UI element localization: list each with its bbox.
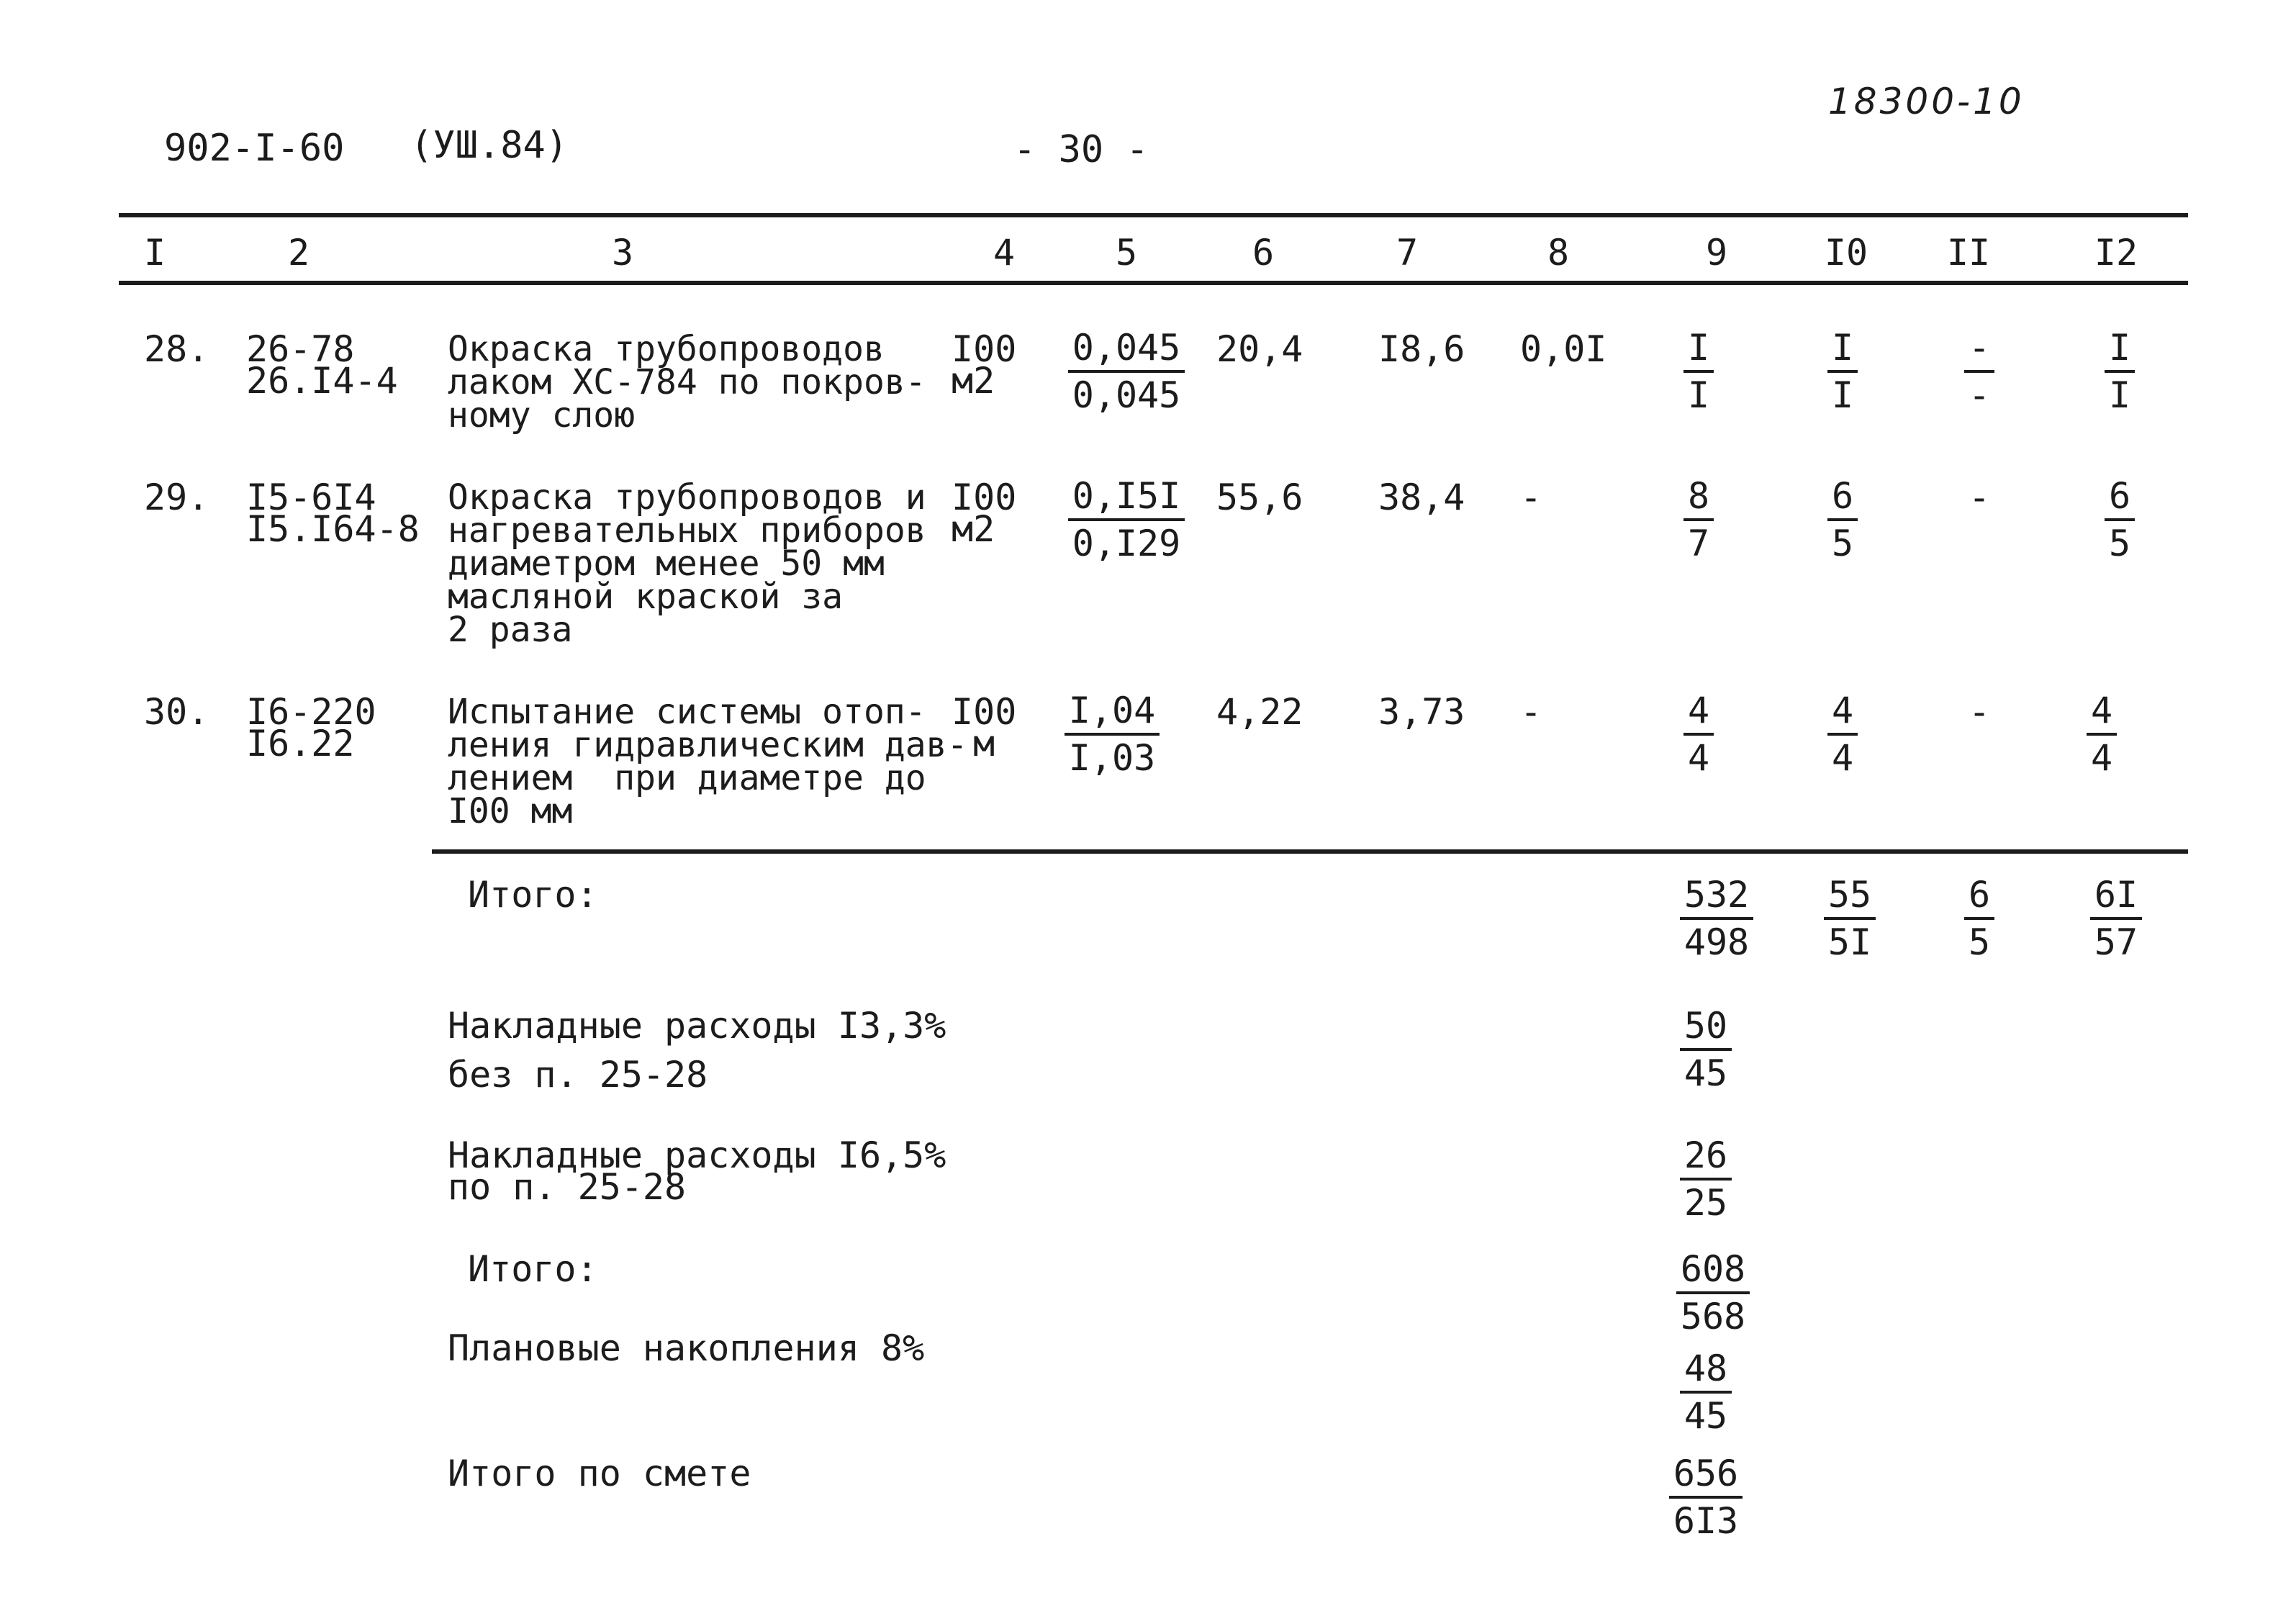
work-description: Окраска трубопроводов лаком ХС-784 по покров- ному слою xyxy=(448,329,926,435)
col-header-2: 2 xyxy=(287,232,310,274)
col-header-9: 9 xyxy=(1705,232,1728,274)
totals-divider xyxy=(432,849,2188,854)
col11-value: - xyxy=(1969,477,1991,518)
col-header-4: 4 xyxy=(993,232,1016,274)
itogo-col10: $\frac{55}{5I}$ xyxy=(1807,872,1893,965)
col6-value: 55,6 xyxy=(1216,477,1303,518)
overhead2-note: по п. 25-28 xyxy=(448,1166,687,1208)
page-number: - 30 - xyxy=(1013,128,1149,171)
overhead2-col9: $\frac{26}{25}$ xyxy=(1663,1133,1749,1225)
price-code: 26.I4-4 xyxy=(246,360,398,402)
work-description: Испытание системы отоп- ления гидравлическим дав- лением при диаметре до I00 мм xyxy=(448,692,968,831)
col9-value: $\frac{8}{7}$ xyxy=(1655,474,1742,566)
price-code: I5.I64-8 xyxy=(246,508,420,550)
unit-quantity: I00 xyxy=(952,477,1017,518)
col12-value: $\frac{I}{I}$ xyxy=(2076,325,2163,417)
planned-savings-label: Плановые накопления 8% xyxy=(448,1327,925,1369)
col-header-10: I0 xyxy=(1824,232,1868,274)
overhead1-note: без п. 25-28 xyxy=(448,1054,708,1096)
row-number: 28. xyxy=(144,328,209,370)
archive-stamp: 18300-10 xyxy=(1828,81,2025,122)
col-header-12: I2 xyxy=(2094,232,2138,274)
overhead2-label: Накладные расходы I6,5% xyxy=(448,1134,946,1176)
price-code: I6.22 xyxy=(246,723,355,764)
norm-code: I6-220 xyxy=(246,691,376,733)
col7-value: 38,4 xyxy=(1378,477,1465,518)
planned-savings-col9: $\frac{48}{45}$ xyxy=(1663,1346,1749,1438)
itogo-col9: $\frac{532}{498}$ xyxy=(1670,872,1763,965)
col6-value: 4,22 xyxy=(1216,691,1303,733)
unit-measure: м xyxy=(973,723,995,764)
col8-value: - xyxy=(1520,691,1542,733)
col9-value: $\frac{I}{I}$ xyxy=(1655,325,1742,417)
col10-value: $\frac{6}{5}$ xyxy=(1799,474,1886,566)
itogo2-label: Итого: xyxy=(468,1248,598,1290)
col11-value: - xyxy=(1969,691,1991,733)
col5-value: $\frac{0,I5I}{0,I29}$ xyxy=(1062,474,1191,566)
work-description: Окраска трубопроводов и нагревательных приборов диаметром менее 50 мм масляной краской за 2 раза xyxy=(448,477,926,650)
col7-value: I8,6 xyxy=(1378,328,1465,370)
unit-measure: м2 xyxy=(952,508,995,550)
document-code: 902-I-60 xyxy=(164,127,345,170)
col12-value: $\frac{6}{5}$ xyxy=(2076,474,2163,566)
row-number: 30. xyxy=(144,691,209,733)
unit-quantity: I00 xyxy=(952,328,1017,370)
itogo-label: Итого: xyxy=(468,874,598,916)
header-rule-bottom xyxy=(119,281,2188,285)
norm-code: 26-78 xyxy=(246,328,355,370)
col11-value: - - xyxy=(1936,325,2022,417)
grand-total-col9: $\frac{656}{6I3}$ xyxy=(1655,1451,1756,1543)
col-header-3: 3 xyxy=(611,232,634,274)
col8-value: 0,0I xyxy=(1520,328,1607,370)
col10-value: $\frac{I}{I}$ xyxy=(1799,325,1886,417)
itogo-col11: $\frac{6}{5}$ xyxy=(1936,872,2022,965)
col7-value: 3,73 xyxy=(1378,691,1465,733)
date-code: (УШ.84) xyxy=(410,124,569,167)
col9-value: $\frac{4}{4}$ xyxy=(1655,688,1742,780)
col10-value: $\frac{4}{4}$ xyxy=(1799,688,1886,780)
overhead1-label: Накладные расходы I3,3% xyxy=(448,1005,946,1047)
grand-total-label: Итого по смете xyxy=(448,1453,751,1494)
col-header-5: 5 xyxy=(1115,232,1138,274)
unit-measure: м2 xyxy=(952,360,995,402)
row-number: 29. xyxy=(144,477,209,518)
col-header-7: 7 xyxy=(1396,232,1419,274)
col-header-11: II xyxy=(1946,232,1991,274)
header-rule-top xyxy=(119,213,2188,217)
col8-value: - xyxy=(1520,477,1542,518)
itogo2-col9: $\frac{608}{568}$ xyxy=(1663,1247,1763,1339)
col5-value: $\frac{0,045}{0,045}$ xyxy=(1062,325,1191,417)
unit-quantity: I00 xyxy=(952,691,1017,733)
col5-value: $\frac{I,04}{I,03}$ xyxy=(1047,688,1177,780)
norm-code: I5-6I4 xyxy=(246,477,376,518)
overhead1-col9: $\frac{50}{45}$ xyxy=(1663,1003,1749,1096)
col12-value: $\frac{4}{4}$ xyxy=(2058,688,2145,780)
col-header-8: 8 xyxy=(1547,232,1570,274)
col-header-1: I xyxy=(143,232,166,274)
col-header-6: 6 xyxy=(1252,232,1275,274)
col6-value: 20,4 xyxy=(1216,328,1303,370)
itogo-col12: $\frac{6I}{57}$ xyxy=(2073,872,2159,965)
